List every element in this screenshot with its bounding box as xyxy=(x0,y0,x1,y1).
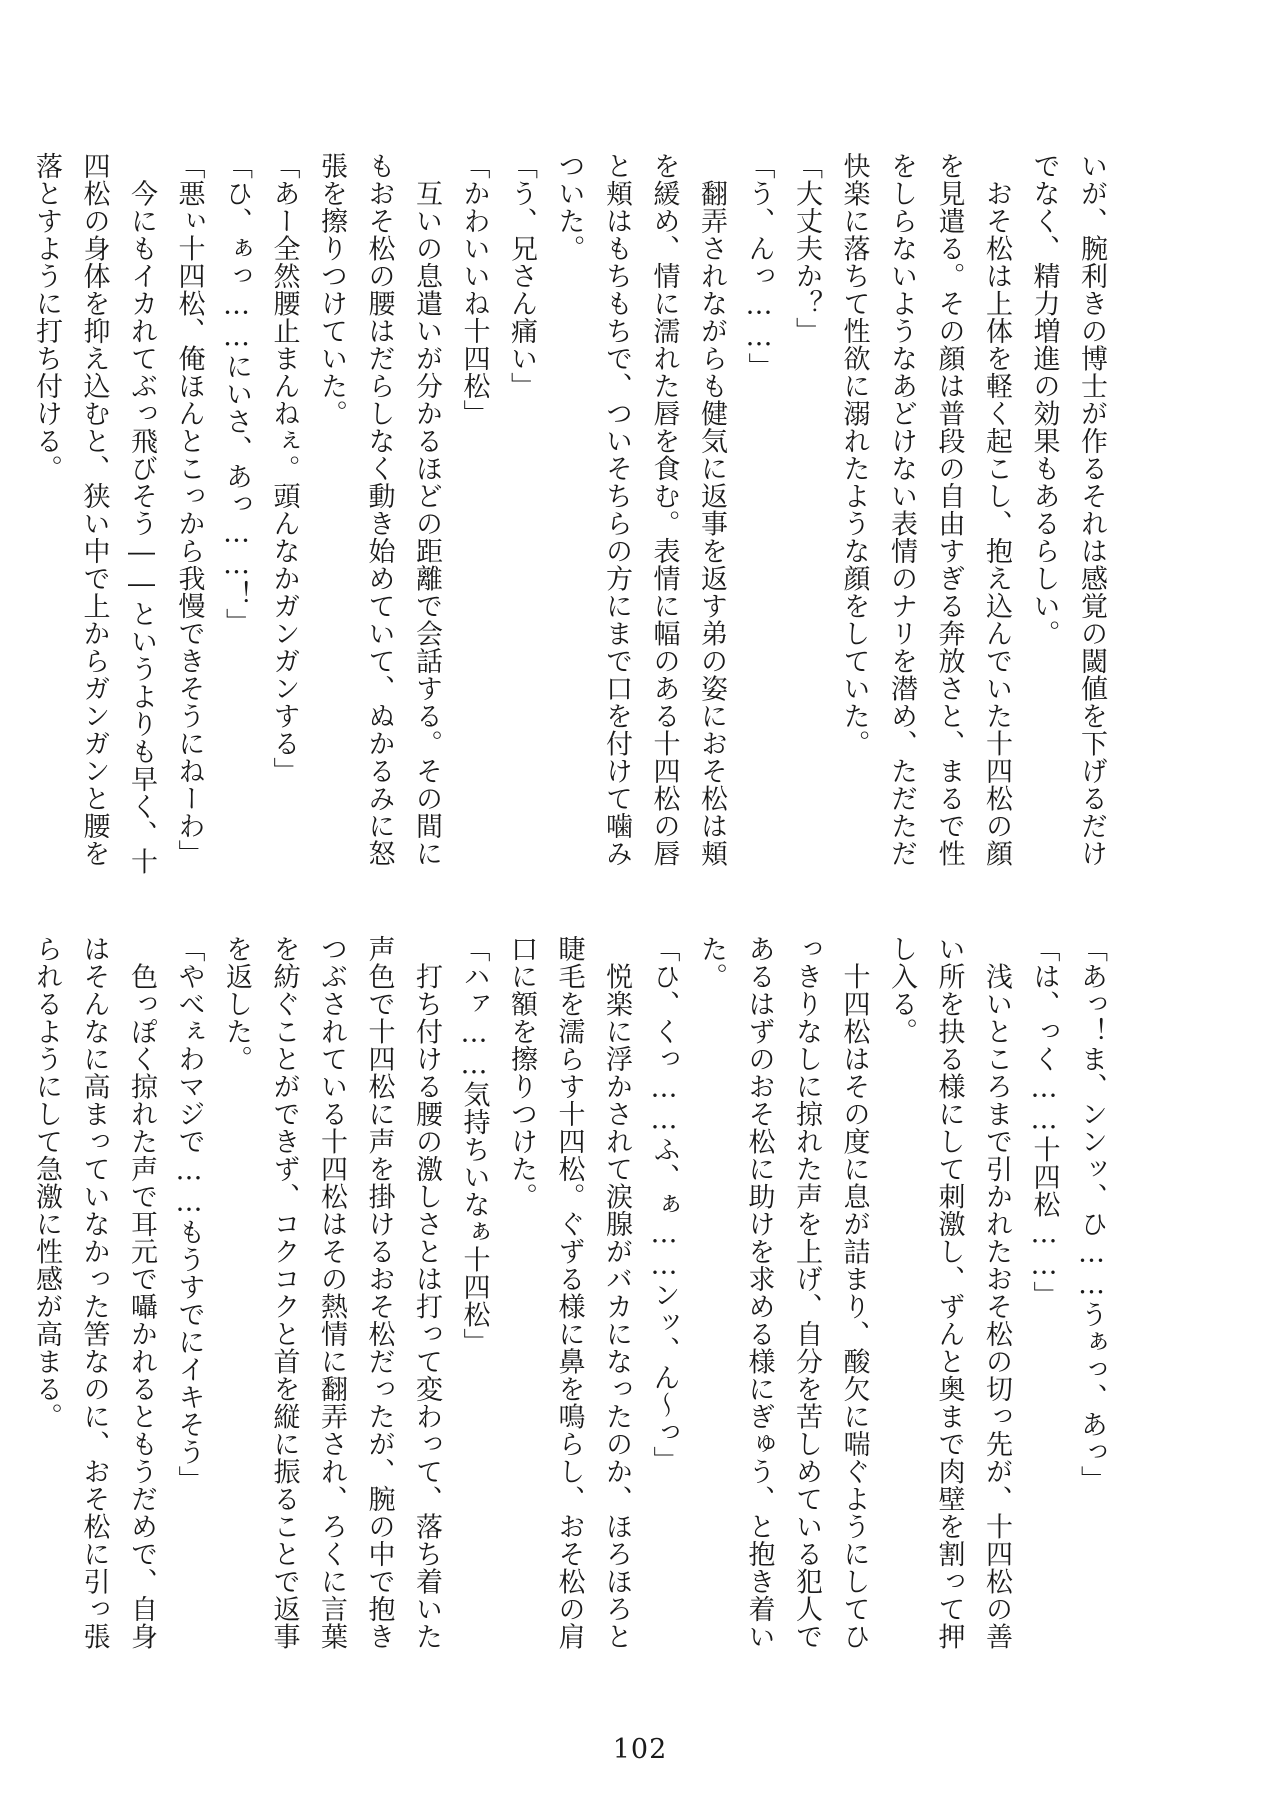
text-line: 今にもイカれてぶっ飛びそう――というよりも早く、十 xyxy=(126,152,157,875)
text-line: を紡ぐことができず、コクコクと首を縦に振ることで返事 xyxy=(268,935,300,1650)
text-line: 「やべぇわマジで……もうすでにイキそう」 xyxy=(173,935,205,1493)
text-line: と頬はもちもちで、ついそちらの方にまで口を付けて噛み xyxy=(601,152,632,867)
text-line: 「かわいいね十四松」 xyxy=(458,152,490,427)
upper-text-block xyxy=(31,152,1115,880)
text-line: を返した。 xyxy=(221,935,252,1073)
text-line: 四松の身体を抑え込むと、狭い中で上からガンガンと腰を xyxy=(78,152,110,867)
text-line: 「ハァ……気持ちいなぁ十四松」 xyxy=(458,935,490,1356)
text-line: 声色で十四松に声を掛けるおそ松だったが、腕の中で抱き xyxy=(363,935,395,1650)
text-line: 「は、っく……十四松……」 xyxy=(1028,935,1060,1309)
text-line: 「あっ！ま、ンンッ、ひ……うぁっ、あっ」 xyxy=(1076,935,1107,1493)
text-line: を緩め、情に濡れた唇を食む。表情に幅のある十四松の唇 xyxy=(648,152,680,867)
text-line: し入る。 xyxy=(886,935,917,1045)
text-line: 「ひ、くっ……ふ、ぁ……ンッ、ん～っ」 xyxy=(648,935,680,1474)
text-line: いが、腕利きの博士が作るそれは感覚の閾値を下げるだけ xyxy=(1076,152,1107,867)
text-line: 浅いところまで引かれたおそ松の切っ先が、十四松の善 xyxy=(981,935,1012,1650)
text-line: はそんなに高まっていなかった筈なのに、おそ松に引っ張 xyxy=(78,935,110,1650)
text-line: 落とすように打ち付ける。 xyxy=(31,152,62,482)
text-line: をしらないようなあどけない表情のナリを潜め、ただただ xyxy=(886,152,917,867)
text-line: あるはずのおそ松に助けを求める様にぎゅう、と抱き着い xyxy=(743,935,775,1650)
text-line: おそ松は上体を軽く起こし、抱え込んでいた十四松の顔 xyxy=(981,152,1012,867)
text-line: でなく、精力増進の効果もあるらしい。 xyxy=(1028,152,1060,647)
text-line: 「ひ、ぁっ……にいさ、あっ……！」 xyxy=(221,152,252,636)
lower-text-block xyxy=(31,935,1115,1663)
text-line: もおそ松の腰はだらしなく動き始めていて、ぬかるみに怒 xyxy=(363,152,395,867)
text-line: 悦楽に浮かされて涙腺がバカになったのか、ほろほろと xyxy=(601,935,632,1650)
text-line: 色っぽく掠れた声で耳元で囁かれるともうだめで、自身 xyxy=(126,935,157,1650)
text-line: 張を擦りつけていた。 xyxy=(316,152,347,427)
text-line: 互いの息遣いが分かるほどの距離で会話する。その間に xyxy=(411,152,442,867)
text-line: 口に額を擦りつけた。 xyxy=(506,935,537,1210)
text-line: 睫毛を濡らす十四松。ぐずる様に鼻を鳴らし、おそ松の肩 xyxy=(553,935,585,1650)
text-line: い所を抉る様にして刺激し、ずんと奥まで肉壁を割って押 xyxy=(933,935,965,1650)
text-line: ついた。 xyxy=(553,152,585,262)
text-line: 「あー全然腰止まんねぇ。頭んなかガンガンする」 xyxy=(268,152,300,785)
text-line: 「大丈夫か？」 xyxy=(791,152,822,345)
page-number: 102 xyxy=(612,1734,668,1765)
text-line: 打ち付ける腰の激しさとは打って変わって、落ち着いた xyxy=(411,935,442,1650)
text-line: を見遣る。その顔は普段の自由すぎる奔放さと、まるで性 xyxy=(933,152,965,867)
text-line: 快楽に落ちて性欲に溺れたような顔をしていた。 xyxy=(838,152,870,757)
text-line: つぶされている十四松はその熱情に翻弄され、ろくに言葉 xyxy=(316,935,347,1650)
text-line: た。 xyxy=(696,935,727,990)
text-line: 「う、んっ……」 xyxy=(743,152,775,380)
text-line: 翻弄されながらも健気に返事を返す弟の姿におそ松は頬 xyxy=(696,152,727,867)
text-line: っきりなしに掠れた声を上げ、自分を苦しめている犯人で xyxy=(791,935,822,1650)
text-line: 「う、兄さん痛い」 xyxy=(506,152,537,400)
text-line: 「悪ぃ十四松、俺ほんとこっから我慢できそうにねーわ」 xyxy=(173,152,205,867)
text-line: 十四松はその度に息が詰まり、酸欠に喘ぐようにしてひ xyxy=(838,935,870,1650)
text-line: られるようにして急激に性感が高まる。 xyxy=(31,935,62,1430)
